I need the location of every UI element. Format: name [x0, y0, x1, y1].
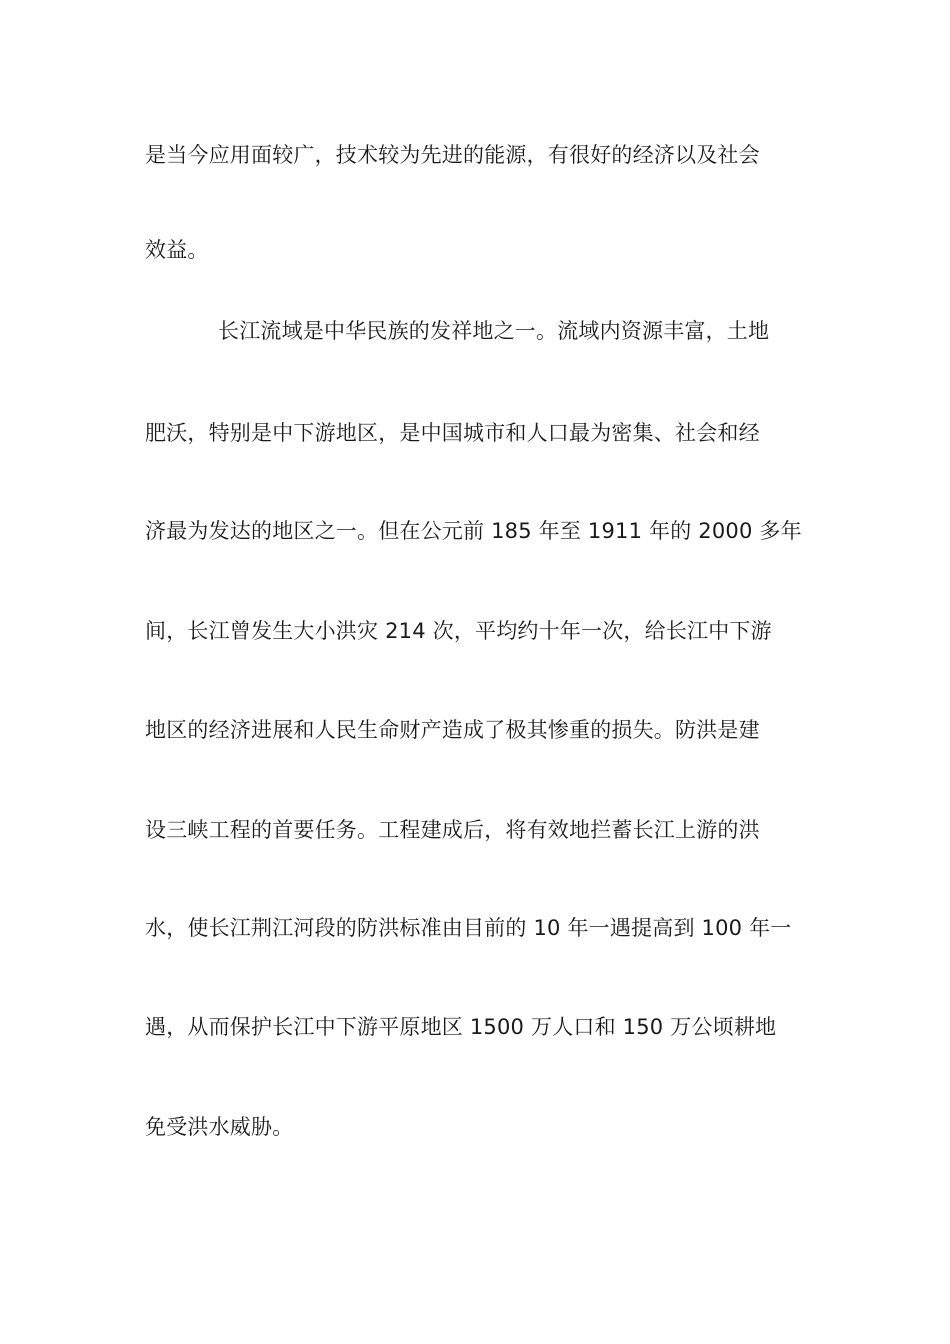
text-line-10: 遇，从而保护长江中下游平原地区 1500 万人口和 150 万公顷耕地: [145, 1015, 777, 1039]
text-line-6: 间，长江曾发生大小洪灾 214 次，平均约十年一次，给长江中下游: [145, 619, 772, 643]
text-line-9: 水，使长江荆江河段的防洪标准由目前的 10 年一遇提高到 100 年一: [145, 916, 792, 940]
text-line-4: 肥沃，特别是中下游地区，是中国城市和人口最为密集、社会和经: [145, 421, 760, 445]
text-line-2: 效益。: [145, 238, 209, 262]
text-line-8: 设三峡工程的首要任务。工程建成后，将有效地拦蓄长江上游的洪: [145, 818, 760, 842]
text-line-1: 是当今应用面较广，技术较为先进的能源，有很好的经济以及社会: [145, 143, 760, 167]
text-line-5: 济最为发达的地区之一。但在公元前 185 年至 1911 年的 2000 多年: [145, 519, 802, 543]
text-line-3: 长江流域是中华民族的发祥地之一。流域内资源丰富，土地: [218, 319, 770, 343]
text-line-11: 免受洪水威胁。: [145, 1115, 294, 1139]
text-line-7: 地区的经济进展和人民生命财产造成了极其惨重的损失。防洪是建: [145, 718, 760, 742]
